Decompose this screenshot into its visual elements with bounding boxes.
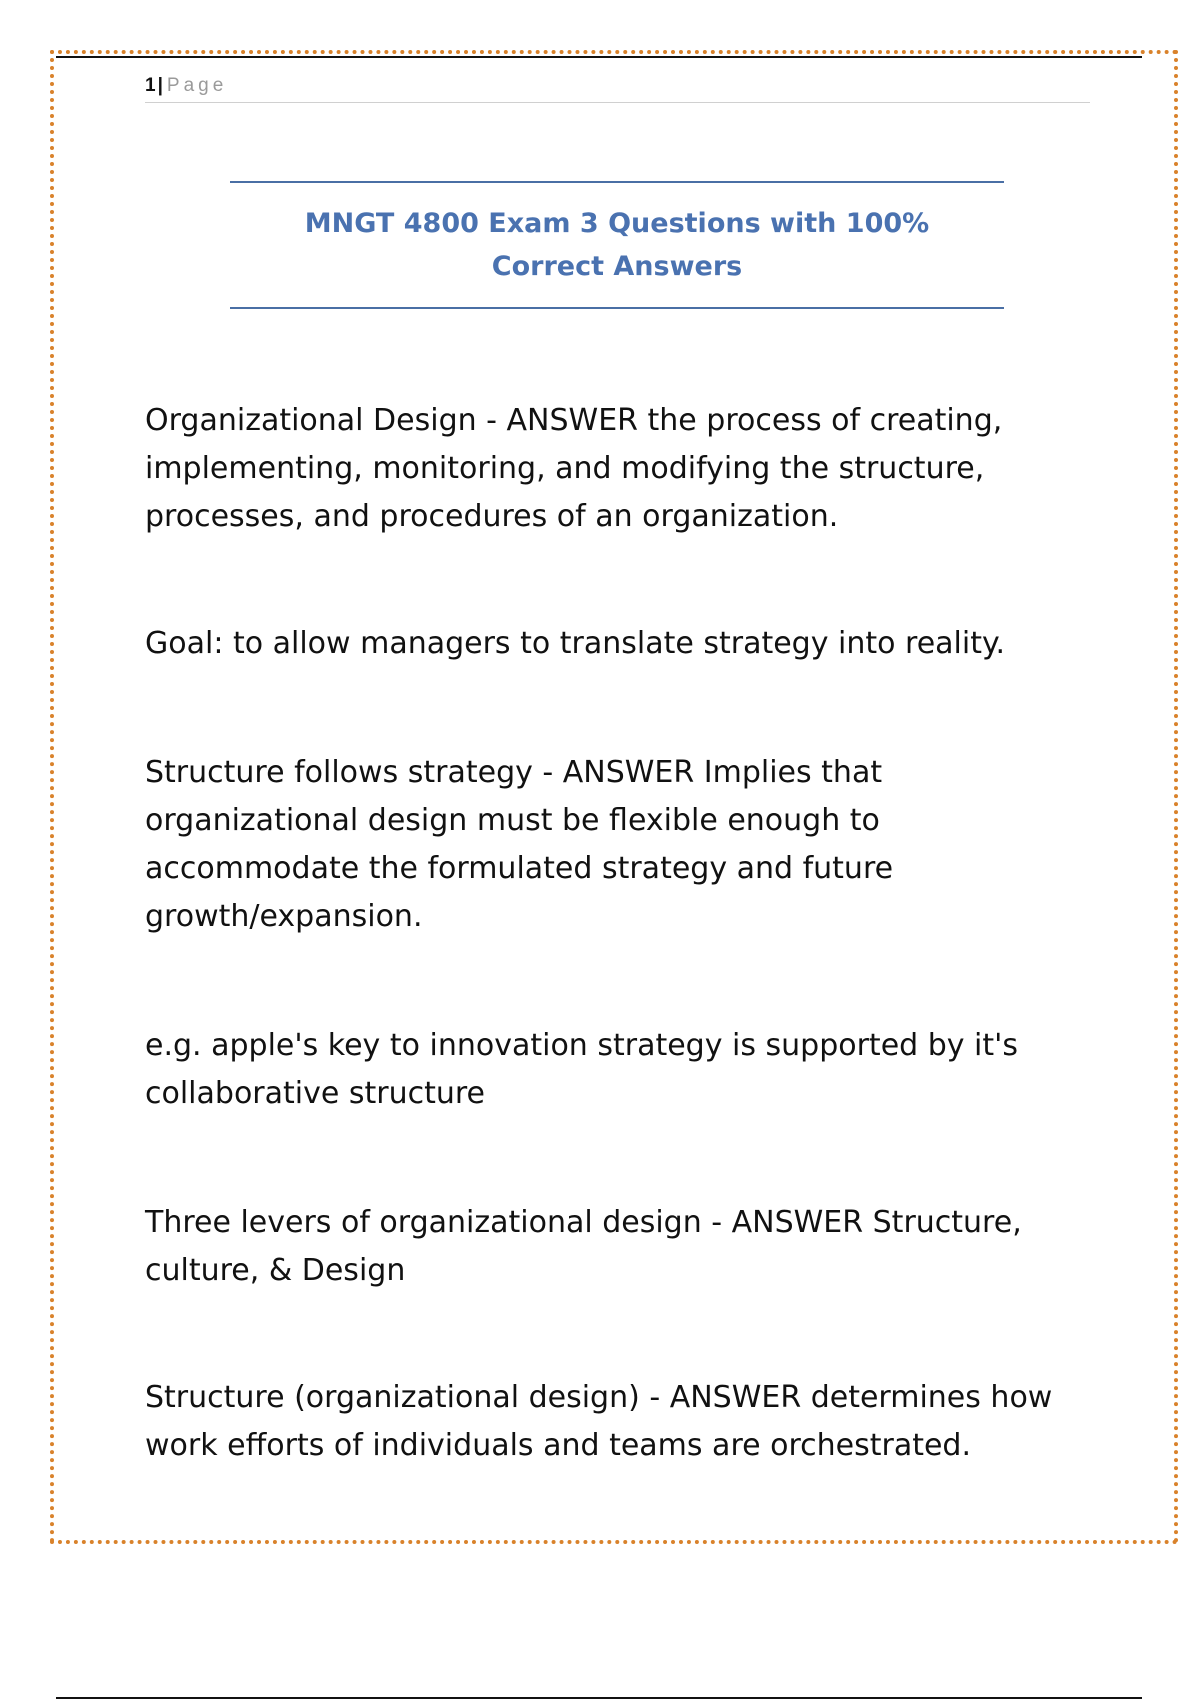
entry-goal: Goal: to allow managers to translate strategy into reality. xyxy=(145,626,1005,661)
page-label: Page xyxy=(166,75,228,96)
document-body xyxy=(145,397,1100,1470)
document-title: MNGT 4800 Exam 3 Questions with 100% Correct Answers xyxy=(304,208,930,282)
entry-organizational-design: Organizational Design - ANSWER the process of creating, implementing, monitoring, and modifying the structure, processes, and procedures of an organization. xyxy=(145,403,1003,534)
entry-structure-definition: Structure (organizational design) - ANSWER determines how work efforts of individuals and teams are orchestrated. xyxy=(145,1380,1053,1463)
page-number: 1 xyxy=(145,75,156,96)
title-block xyxy=(230,181,1004,309)
bottom-divider xyxy=(56,1697,1142,1699)
top-divider xyxy=(56,56,1142,58)
page-separator: | xyxy=(157,75,163,96)
entry-apple-example: e.g. apple's key to innovation strategy is supported by it's collaborative structure xyxy=(145,1028,1019,1111)
entry-three-levers: Three levers of organizational design - ANSWER Structure, culture, & Design xyxy=(145,1205,1022,1288)
page-header xyxy=(145,72,1090,103)
entry-structure-follows-strategy: Structure follows strategy - ANSWER Implies that organizational design must be flexible enough to accommodate the formulated strategy and future growth/expansion. xyxy=(145,755,894,934)
